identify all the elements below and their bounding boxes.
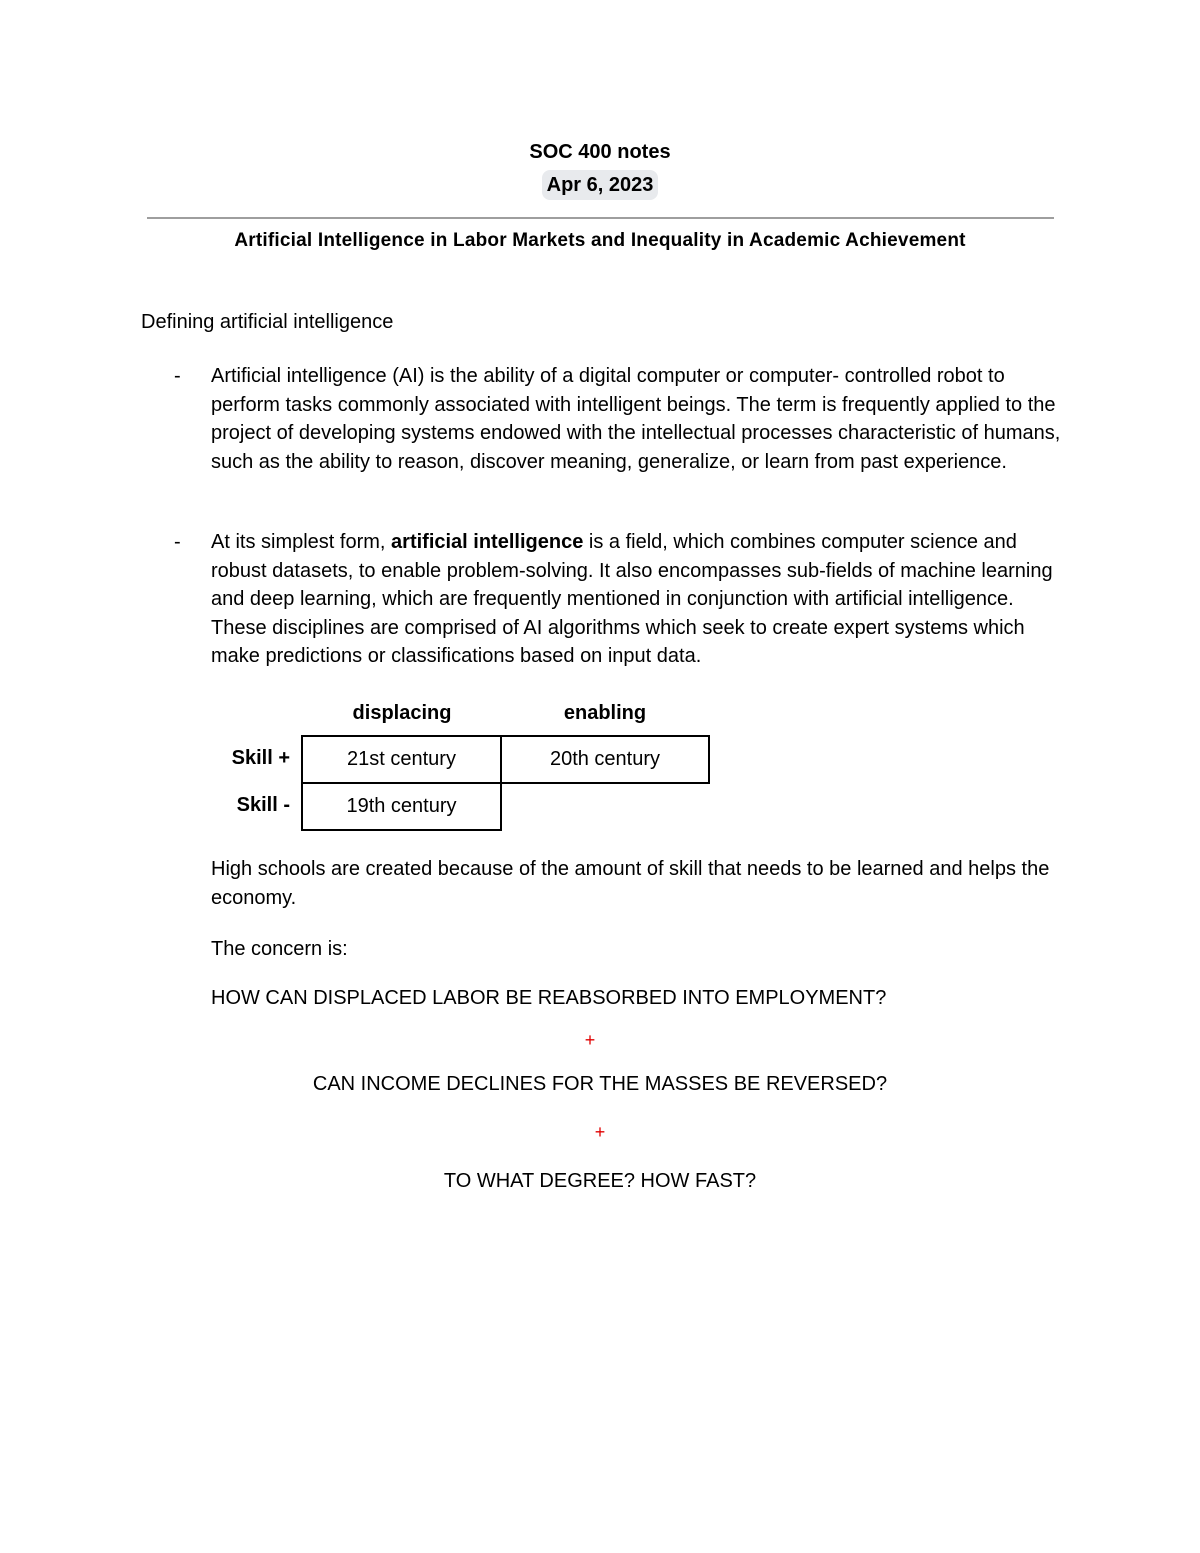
paragraph-high-schools: High schools are created because of the amount of skill that needs to be learned and helps the economy. xyxy=(211,858,1050,909)
bullet-dash: - xyxy=(174,365,181,387)
bullet-dash: - xyxy=(174,531,181,553)
bold-term: artificial intelligence xyxy=(391,531,584,553)
document-subtitle: Artificial Intelligence in Labor Markets and Inequality in Academic Achievement xyxy=(234,230,966,251)
plus-sign: + xyxy=(594,1122,606,1142)
date-chip[interactable]: Apr 6, 2023 xyxy=(542,170,659,200)
table-cell: 21st century xyxy=(301,735,502,784)
document-title: SOC 400 notes xyxy=(529,141,671,163)
table-cell: 19th century xyxy=(301,782,502,831)
bullet-text: Artificial intelligence (AI) is the ability of a digital computer or computer- controlled robot to perform tasks commonly associated with intelligent beings. The term is frequently applied to the project of developing systems endowed with the intellectual processes characteristic of humans, such as the ability to reason, discover meaning, generalize, or learn from past experience. xyxy=(211,365,1061,473)
table-cell: 20th century xyxy=(500,735,710,784)
plus-sign: + xyxy=(584,1030,596,1050)
question-displaced-labor: HOW CAN DISPLACED LABOR BE REABSORBED INTO EMPLOYMENT? xyxy=(211,987,887,1009)
paragraph-concern: The concern is: xyxy=(211,938,348,960)
row-header-skill-minus: Skill - xyxy=(236,794,290,816)
date-container xyxy=(0,170,1200,200)
bullet-text xyxy=(211,528,1071,671)
column-header-displacing: displacing xyxy=(352,702,452,724)
row-header-skill-plus: Skill + xyxy=(231,747,290,769)
column-header-enabling: enabling xyxy=(563,702,647,724)
question-income-declines: CAN INCOME DECLINES FOR THE MASSES BE REVERSED? xyxy=(312,1073,888,1095)
question-degree-speed: TO WHAT DEGREE? HOW FAST? xyxy=(443,1170,757,1192)
section-heading: Defining artificial intelligence xyxy=(141,311,394,333)
horizontal-rule xyxy=(147,217,1054,219)
bullet-text-after: is a field, which combines computer science and robust datasets, to enable problem-solving. It also encompasses sub-fields of machine learning and deep learning, which are frequently mentioned in conjunction with artificial intelligence. These disciplines are comprised of AI algorithms which seek to create expert systems which make predictions or classifications based on input data. xyxy=(211,531,1053,668)
bullet-text-before: At its simplest form, xyxy=(211,531,392,553)
